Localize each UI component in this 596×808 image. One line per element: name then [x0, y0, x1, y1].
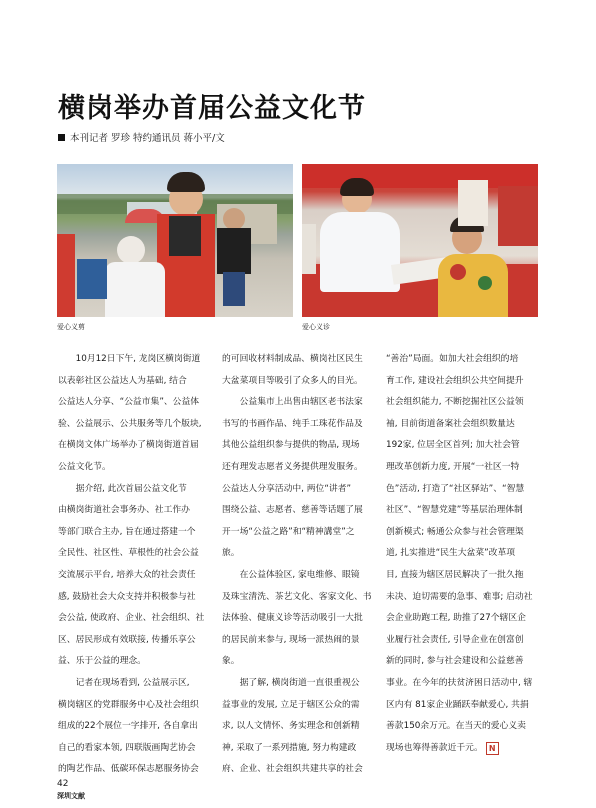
- text-line: 未决、迫切需要的急事、难事; 启动社: [386, 591, 533, 602]
- text-line: 还有理发志愿者义务提供理发服务。: [222, 461, 363, 472]
- byline-text: 本刊记者 罗珍 特约通讯员 蒋小平/文: [70, 133, 225, 144]
- text-line: 神, 采取了一系列措施, 努力构建政: [222, 742, 357, 753]
- text-line: 府、企业、社会组织共建共享的社会: [222, 764, 363, 775]
- text-line: 会企业助跑工程, 助推了27个辖区企: [386, 613, 526, 624]
- text-line: 交流展示平台, 培养大众的社会责任: [58, 569, 196, 580]
- text-line: 据了解, 横岗街道一直很重视公: [222, 677, 360, 688]
- byline: [58, 130, 225, 144]
- text-line: 验、公益展示、公共服务等几个版块,: [58, 418, 202, 429]
- text-line: 法体验、健康义诊等活动吸引一大批: [222, 613, 363, 624]
- text-line: 在公益体验区, 家电维修、眼镜: [222, 569, 360, 580]
- text-line: 创新模式; 畅通公众参与社会管理渠: [386, 526, 524, 537]
- text-line: 公益文化节。: [58, 461, 111, 472]
- text-line: 善款150余万元。在当天的爱心义卖: [386, 721, 526, 732]
- text-line: 公益集市上出售由辖区老书法家: [222, 397, 363, 408]
- text-line: 大盆菜项目等吸引了众多人的目光。: [222, 375, 363, 386]
- text-line: 育工作, 建设社会组织公共空间提升: [386, 375, 524, 386]
- page-number: 42: [57, 779, 69, 789]
- text-line: “善治”局面。如加大社会组织的培: [386, 354, 519, 364]
- text-line: 旅。: [222, 548, 240, 559]
- text-line: 区、居民形成有效联接, 传播乐享公: [58, 634, 196, 645]
- text-line: 据介绍, 此次首届公益文化节: [58, 483, 187, 494]
- text-line: 以表彰社区公益达人为基础, 结合: [58, 375, 187, 386]
- text-line: 的居民前来参与, 现场一派热闹的景: [222, 634, 360, 645]
- magazine-name: 深圳文献: [57, 792, 85, 800]
- text-line-last: 现场也筹得善款近千元。: [386, 742, 483, 753]
- text-line: 等部门联合主办, 旨在通过搭建一个: [58, 526, 196, 537]
- text-line: 由横岗街道社会事务办、社工作办: [58, 505, 190, 516]
- text-line: 横岗辖区的党群服务中心及社会组织: [58, 699, 199, 710]
- text-line: 新的同时, 参与社会建设和公益慈善: [386, 656, 524, 667]
- text-line: 求, 以人文情怀、务实理念和创新精: [222, 721, 360, 732]
- text-line: 组成的22个展位一字排开, 各自拿出: [58, 721, 198, 732]
- end-mark-icon: N: [486, 742, 499, 755]
- text-column-1: [58, 349, 214, 781]
- text-line: 的可回收材料制成品、横岗社区民生: [222, 354, 363, 364]
- text-line: 192家, 位居全区首列; 加大社会管: [386, 440, 520, 451]
- text-line: 象。: [222, 656, 240, 667]
- text-line: 会公益, 使政府、企业、社会组织、社: [58, 613, 205, 624]
- text-line: 在横岗文体广场举办了横岗街道首届: [58, 440, 199, 451]
- text-line: 事业。在今年的扶贫济困日活动中, 辖: [386, 677, 533, 688]
- text-line: 10月12日下午, 龙岗区横岗街道: [58, 354, 201, 364]
- text-line: 其他公益组织参与提供的物品, 现场: [222, 440, 360, 451]
- text-line: 感, 鼓励社会大众支持并积极参与社: [58, 591, 196, 602]
- text-line: 及珠宝清洗、茶艺文化、客家文化、书: [222, 591, 372, 602]
- text-line: 道, 扎实推进“民生大盆菜”改革项: [386, 548, 516, 559]
- text-line: 全民性、社区性、草根性的社会公益: [58, 548, 199, 559]
- text-line: 区内有 81家企业踊跃奉献爱心, 共捐: [386, 699, 529, 710]
- text-line: 公益达人分享、“公益市集”、公益体: [58, 397, 200, 408]
- text-column-3: [386, 349, 542, 759]
- text-line: 益、乐于公益的理念。: [58, 656, 146, 667]
- text-line: 社会组织能力, 不断挖掘社区公益领: [386, 397, 524, 408]
- text-line: 色”活动, 打造了“社区驿站”、“智慧: [386, 483, 525, 494]
- text-line: 书写的书画作品、纯手工珠花作品及: [222, 418, 363, 429]
- photo-caption-left: 爱心义剪: [57, 323, 85, 331]
- article-title: 横岗举办首届公益文化节: [58, 93, 366, 124]
- text-line: 记者在现场看到, 公益展示区,: [58, 677, 190, 688]
- text-line: 的陶艺作品、低碳环保志愿服务协会: [58, 764, 199, 775]
- text-line: 目, 直接为辖区居民解决了一批久拖: [386, 569, 524, 580]
- text-line: 公益达人分享活动中, 两位“讲者”: [222, 483, 352, 494]
- square-bullet-icon: [58, 134, 65, 141]
- photo-volunteer-haircut: [57, 164, 293, 317]
- text-line: 围绕公益、志愿者、慈善等话题了展: [222, 505, 363, 516]
- text-column-2: [222, 349, 378, 781]
- text-line: 开一场“公益之路”和“精神講堂”之: [222, 526, 355, 537]
- text-line: 自己的看家本领, 四联版画陶艺协会: [58, 742, 196, 753]
- text-line: 理改革创新力度, 开展“一社区一特: [386, 461, 520, 472]
- photo-caption-right: 爱心义诊: [302, 323, 330, 331]
- text-line: 社区”、“智慧党建”等基层治理体制: [386, 505, 523, 516]
- photo-volunteer-clinic: [302, 164, 538, 317]
- text-line: 袖, 目前街道备案社会组织数量达: [386, 418, 515, 429]
- text-line: [386, 738, 542, 760]
- text-line: 益事业的发展, 立足于辖区公众的需: [222, 699, 360, 710]
- text-line: 业履行社会责任, 引导企业在创富创: [386, 634, 524, 645]
